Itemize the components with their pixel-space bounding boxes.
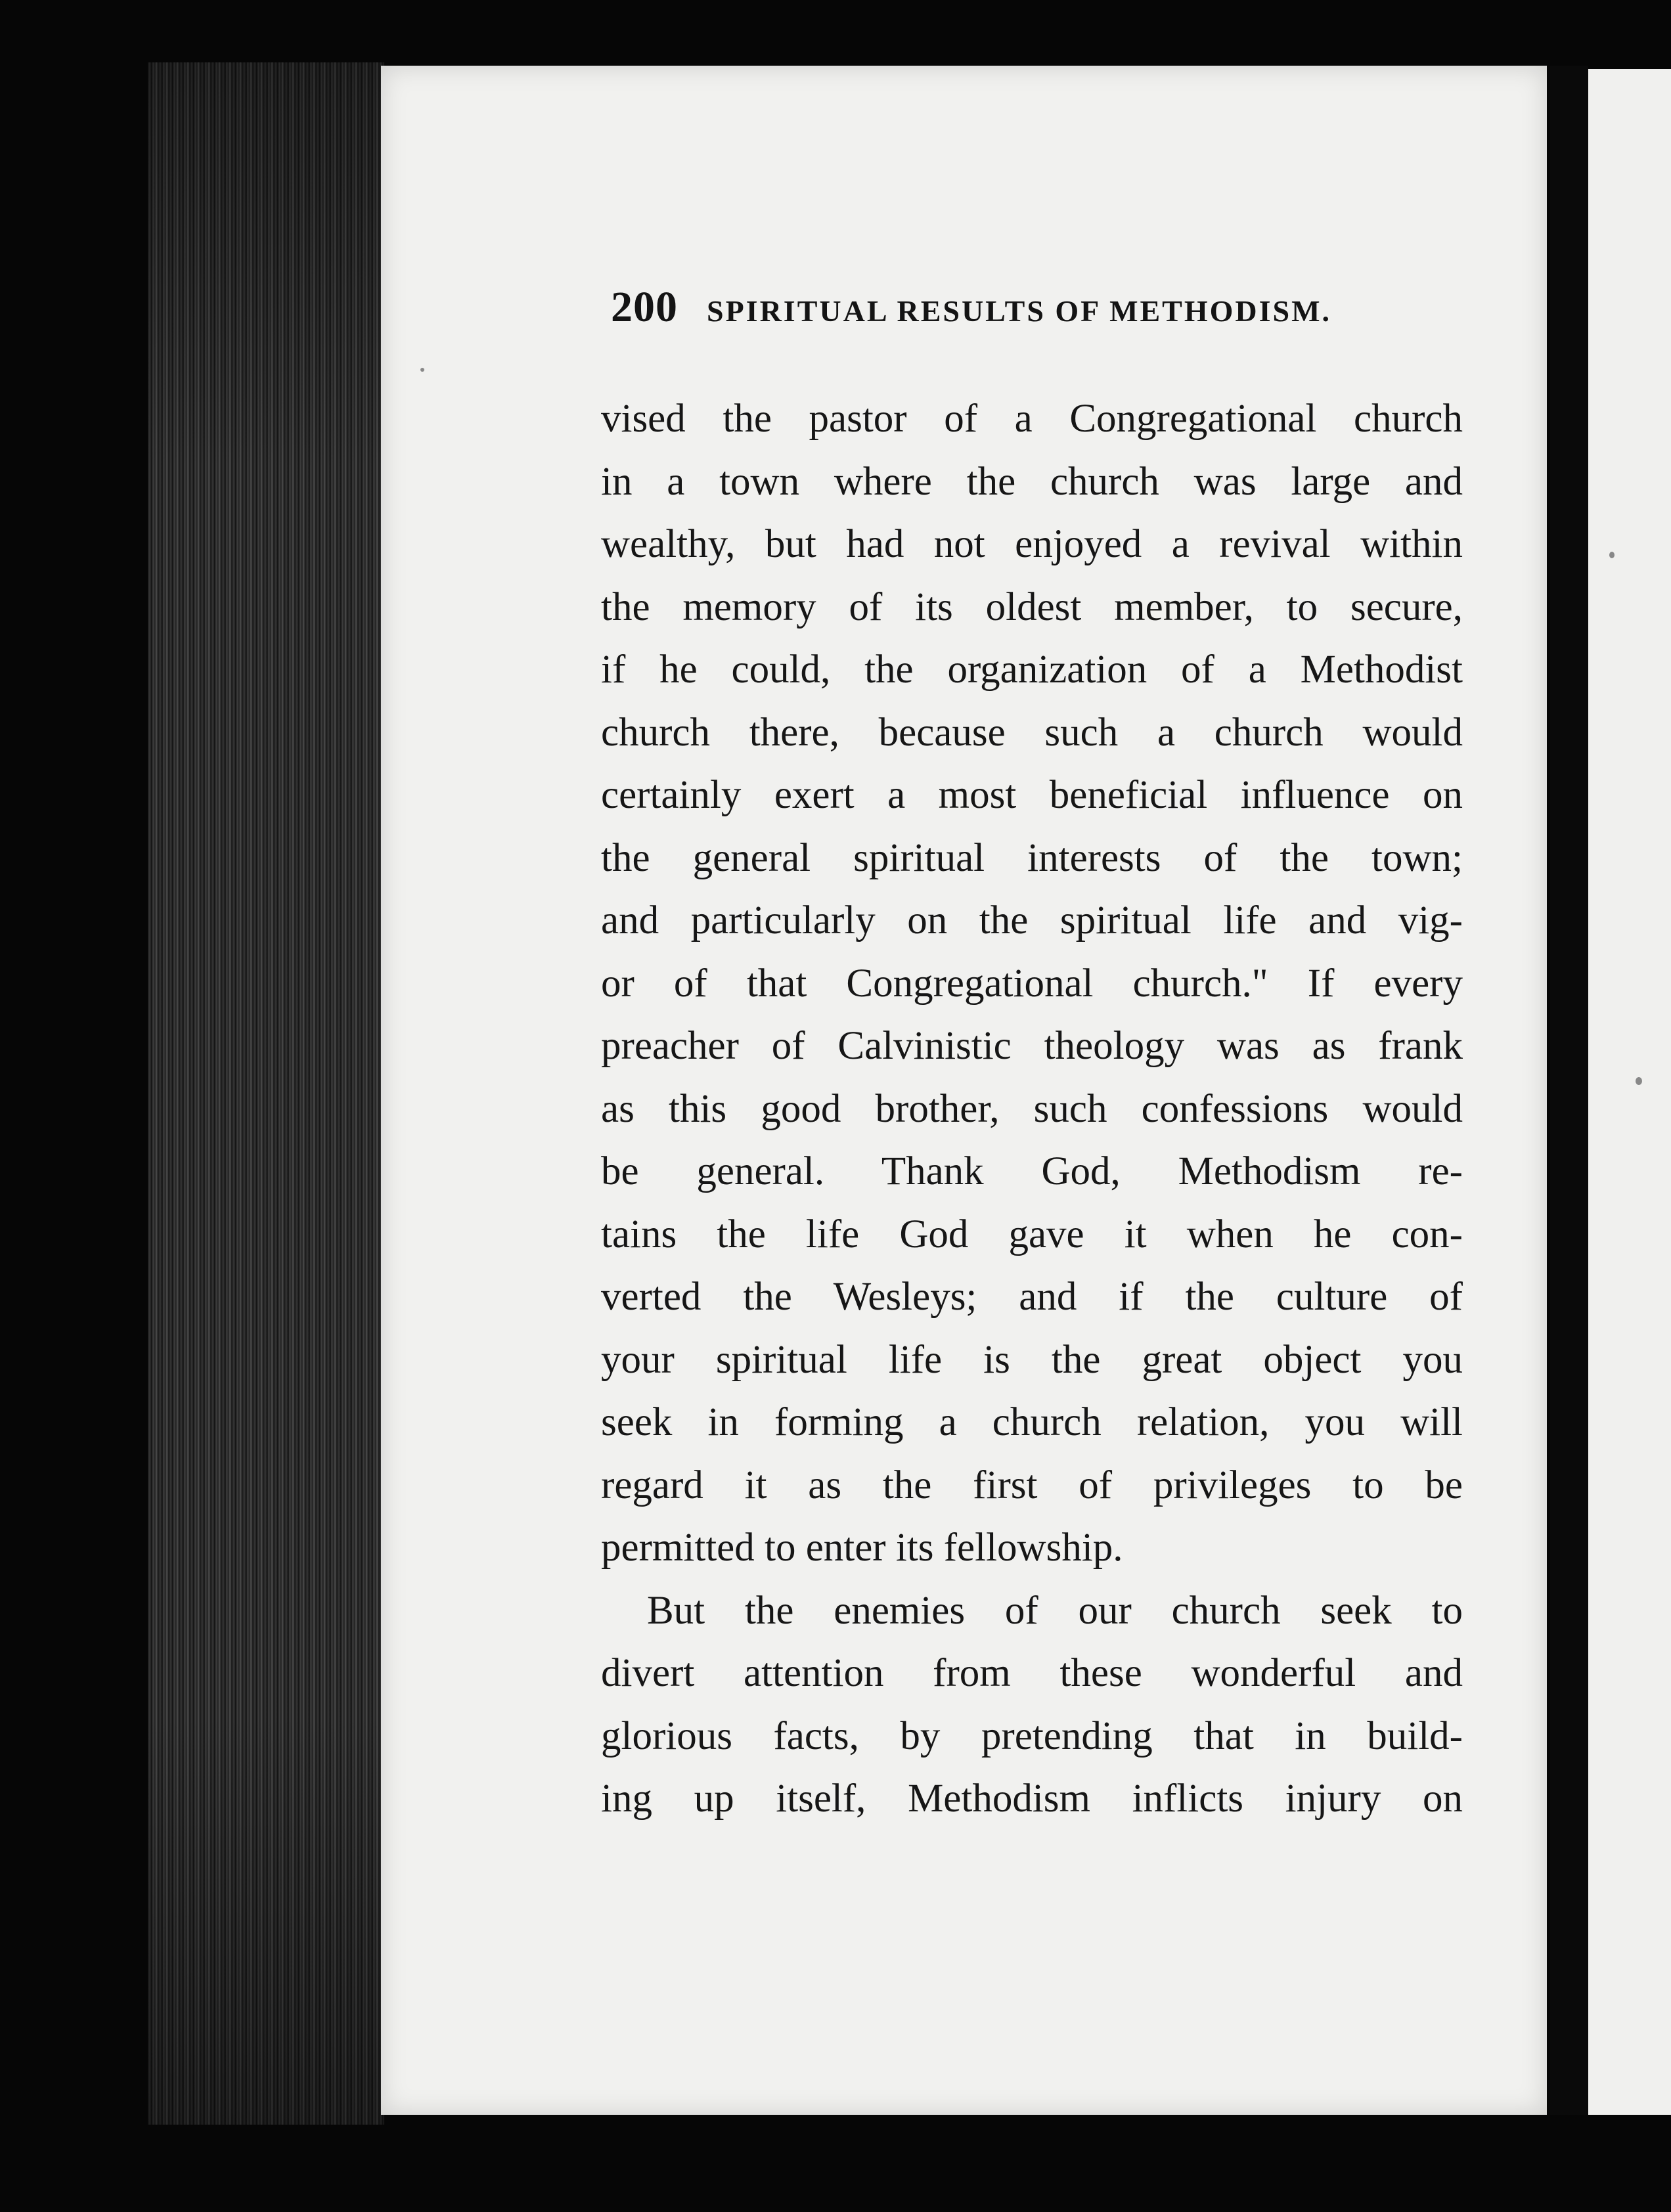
text-line: and particularly on the spiritual life and vig- [601,898,1463,942]
text-line: permitted to enter its fellowship. [601,1526,1123,1570]
text-line: wealthy, but had not enjoyed a revival within [601,522,1463,566]
text-line: But the enemies of our church seek to [647,1588,1463,1633]
text-line: in a town where the church was large and [601,459,1463,504]
running-header [611,282,1386,332]
text-line: or of that Congregational church." If every [601,961,1463,1006]
scan-speck [1609,552,1615,558]
text-line: be general. Thank God, Methodism re- [601,1149,1463,1193]
text-line: vised the pastor of a Congregational church [601,397,1463,441]
body-text [601,387,1463,1830]
scan-speck [420,368,424,372]
text-line: divert attention from these wonderful and [601,1651,1463,1695]
text-line: church there, because such a church would [601,710,1463,755]
page-gutter [1550,66,1588,2115]
text-line: the memory of its oldest member, to secure, [601,585,1463,629]
text-line: as this good brother, such confessions would [601,1086,1463,1131]
text-line: if he could, the organization of a Methodist [601,648,1463,692]
text-line: your spiritual life is the great object you [601,1337,1463,1382]
facing-page-edge [1588,69,1671,2115]
text-line: certainly exert a most beneficial influence on [601,773,1463,817]
text-line: glorious facts, by pretending that in build- [601,1714,1463,1758]
page-number: 200 [611,283,678,331]
text-line: preacher of Calvinistic theology was as frank [601,1024,1463,1068]
scan-speck [1636,1077,1642,1085]
text-line: verted the Wesleys; and if the culture of [601,1275,1463,1319]
running-title: SPIRITUAL RESULTS OF METHODISM. [707,294,1332,328]
text-line: the general spiritual interests of the town; [601,835,1463,880]
text-line: regard it as the first of privileges to be [601,1463,1463,1507]
book-page-edges [148,62,384,2125]
text-line: ing up itself, Methodism inflicts injury on [601,1777,1463,1821]
text-line: seek in forming a church relation, you will [601,1400,1463,1444]
text-line: tains the life God gave it when he con- [601,1212,1463,1256]
